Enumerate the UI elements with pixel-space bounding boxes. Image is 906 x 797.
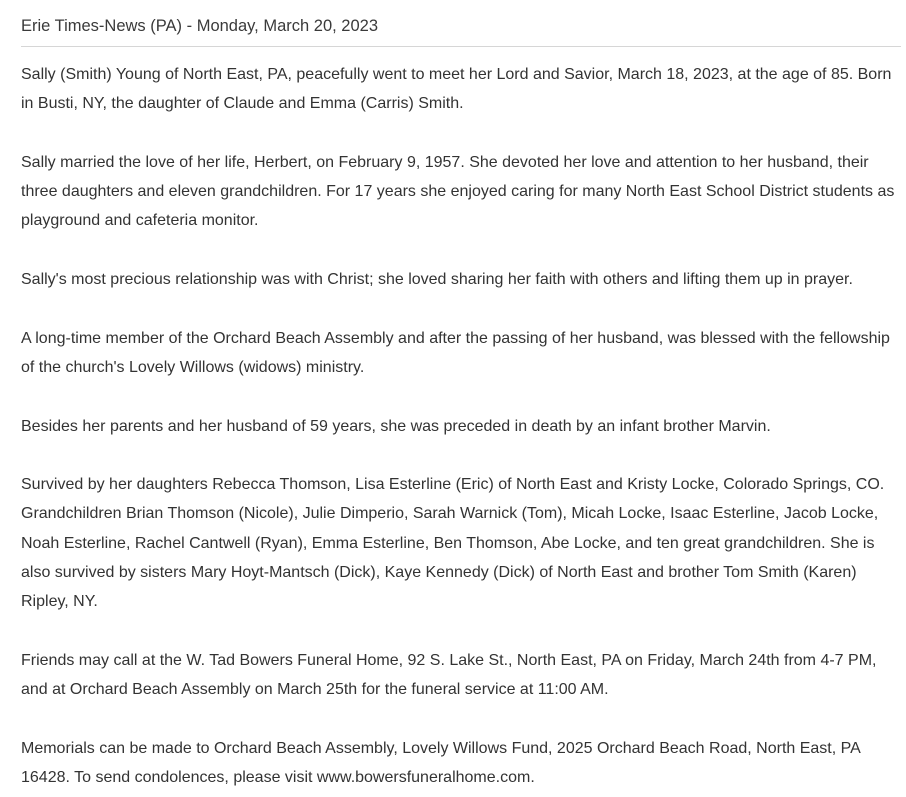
obituary-body <box>21 60 901 792</box>
source-date-line: Erie Times-News (PA) - Monday, March 20, 2023 <box>21 0 901 47</box>
paragraph-memorials: Memorials can be made to Orchard Beach Assembly, Lovely Willows Fund, 2025 Orchard Beach Road, North East, PA 16428. To send condolences, please visit www.bowersfuneralhome.com. <box>21 739 860 787</box>
paragraph-church-membership: A long-time member of the Orchard Beach Assembly and after the passing of her husband, was blessed with the fellowship of the church's Lovely Willows (widows) ministry. <box>21 329 890 376</box>
paragraph-preceded-in-death: Besides her parents and her husband of 59 years, she was preceded in death by an infant brother Marvin. <box>21 417 771 435</box>
paragraph-visitation: Friends may call at the W. Tad Bowers Funeral Home, 92 S. Lake St., North East, PA on Friday, March 24th from 4-7 PM, and at Orchard Beach Assembly on March 25th for the funeral service at 11:00 AM. <box>21 651 877 699</box>
paragraph-marriage: Sally married the love of her life, Herbert, on February 9, 1957. She devoted her love and attention to her husband, their three daughters and eleven grandchildren. For 17 years she enjoyed caring for many North East School District students as playground and cafeteria monitor. <box>21 153 895 230</box>
paragraph-intro: Sally (Smith) Young of North East, PA, peacefully went to meet her Lord and Savior, March 18, 2023, at the age of 85. Born in Busti, NY, the daughter of Claude and Emma (Carris) Smith. <box>21 66 892 113</box>
obituary-article <box>21 0 901 792</box>
paragraph-faith: Sally's most precious relationship was with Christ; she loved sharing her faith with others and lifting them up in prayer. <box>21 271 853 289</box>
paragraph-survivors: Survived by her daughters Rebecca Thomson, Lisa Esterline (Eric) of North East and Kristy Locke, Colorado Springs, CO. Grandchildren Brian Thomson (Nicole), Julie Dimperio, Sarah Warnick (Tom), Micah Locke, Isaac Esterline, Jacob Locke, Noah Esterline, Rachel Cantwell (Ryan), Emma Esterline, Ben Thomson, Abe Locke, and ten great grandchildren. She is also survived by sisters Mary Hoyt-Mantsch (Dick), Kaye Kennedy (Dick) of North East and brother Tom Smith (Karen) Ripley, NY. <box>21 476 885 611</box>
